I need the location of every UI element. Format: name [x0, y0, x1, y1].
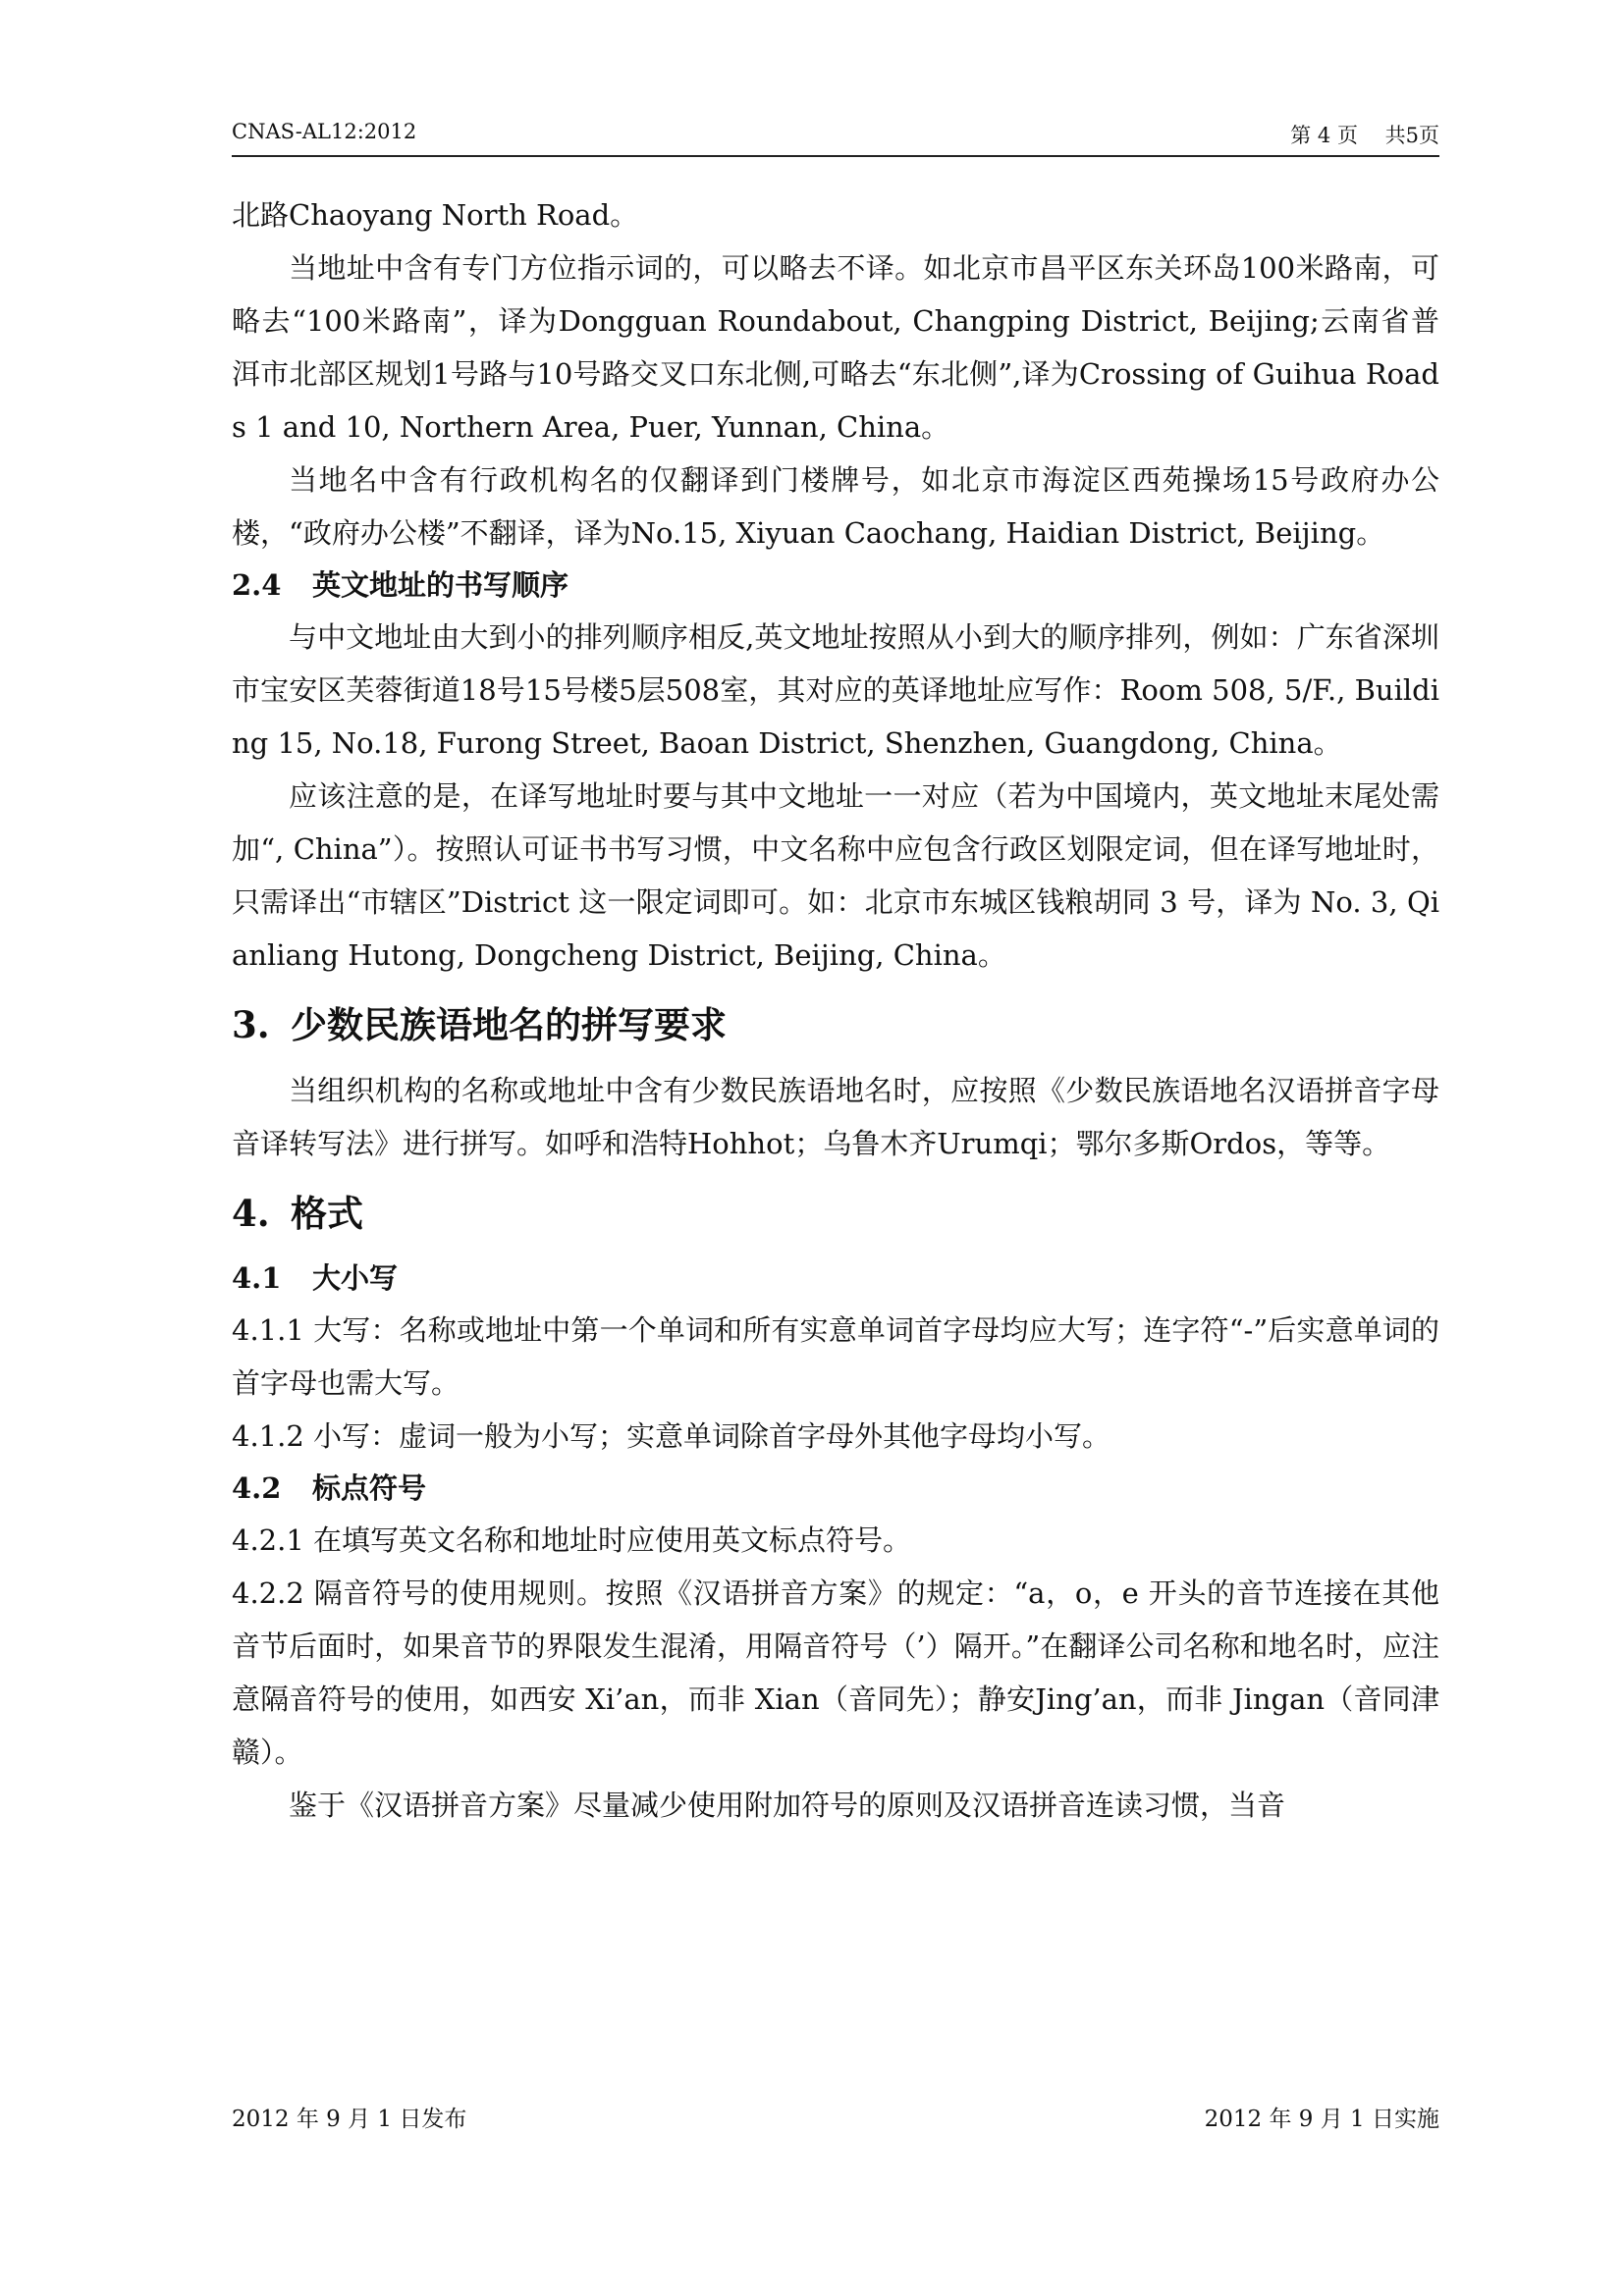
paragraph-apostrophe-rule: 4.2.2 隔音符号的使用规则。按照《汉语拼音方案》的规定：“a，o，e 开头的音节连接在其他音节后面时，如果音节的界限发生混淆，用隔音符号（’）隔开。”在翻译公司名称和地名时，应注意隔音符号的使用，如西安 Xi’an，而非 Xian（音同先）；静安Jing’an，而非 Jingan（音同津赣）。	[232, 1576, 1439, 1769]
section-title: 标点符号	[312, 1471, 427, 1505]
page-number: 第 4 页 共5页	[1290, 124, 1439, 147]
section-heading-3	[232, 993, 1439, 1056]
paragraph-admin-names: 当地名中含有行政机构名的仅翻译到门楼牌号，如北京市海淀区西苑操场15号政府办公楼，“政府办公楼”不翻译，译为No.15, Xiyuan Caochang, Haidian District, Beijing。	[232, 463, 1439, 550]
section-number: 4.2	[232, 1471, 282, 1505]
paragraph-address-note: 应该注意的是，在译写地址时要与其中文地址一一对应（若为中国境内，英文地址末尾处需加“, China”）。按照认可证书书写习惯，中文名称中应包含行政区划限定词，但在译写地址时，只需译出“市辖区”District 这一限定词即可。如：北京市东城区钱粮胡同 3 号，译为 No. 3, Qianliang Hutong, Dongcheng District, Beijing, China。	[232, 779, 1439, 972]
section-heading-2-4	[232, 560, 1439, 611]
paragraph-continues-next-page: 鉴于《汉语拼音方案》尽量减少使用附加符号的原则及汉语拼音连读习惯，当音	[289, 1789, 1286, 1822]
page-footer	[232, 2101, 1439, 2140]
document-body	[232, 188, 1439, 1832]
section-title: 少数民族语地名的拼写要求	[291, 1003, 727, 1046]
section-number: 4.	[232, 1192, 270, 1235]
paragraph-direction-words: 当地址中含有专门方位指示词的，可以略去不译。如北京市昌平区东关环岛100米路南，可略去“100米路南”，译为Dongguan Roundabout, Changping District, Beijing;云南省普洱市北部区规划1号路与10号路交叉口东北侧,可略去“东北侧”,译为Crossing of Guihua Roads 1 and 10, Northern Area, Puer, Yunnan, China。	[232, 251, 1439, 444]
section-number: 3.	[232, 1003, 270, 1046]
paragraph-minority-names: 当组织机构的名称或地址中含有少数民族语地名时，应按照《少数民族语地名汉语拼音字母音译转写法》进行拼写。如呼和浩特Hohhot；乌鲁木齐Urumqi；鄂尔多斯Ordos，等等。	[232, 1074, 1439, 1160]
section-number: 2.4	[232, 568, 282, 602]
paragraph-punctuation-rule: 4.2.1 在填写英文名称和地址时应使用英文标点符号。	[232, 1523, 912, 1557]
paragraph-continued: 北路Chaoyang North Road。	[232, 198, 639, 232]
section-heading-4-2	[232, 1463, 1439, 1514]
effective-date: 2012 年 9 月 1 日实施	[1204, 2107, 1439, 2132]
paragraph-uppercase-rule: 4.1.1 大写：名称或地址中第一个单词和所有实意单词首字母均应大写；连字符“-”后实意单词的首字母也需大写。	[232, 1313, 1439, 1400]
section-heading-4	[232, 1182, 1439, 1245]
paragraph-address-order: 与中文地址由大到小的排列顺序相反,英文地址按照从小到大的顺序排列，例如：广东省深圳市宝安区芙蓉街道18号15号楼5层508室，其对应的英译地址应写作：Room 508, 5/F., Building 15, No.18, Furong Street, Baoan District, Shenzhen, Guangdong, China。	[232, 620, 1439, 760]
document-code: CNAS-AL12:2012	[232, 120, 417, 143]
section-title: 大小写	[312, 1261, 399, 1295]
section-title: 格式	[291, 1192, 363, 1235]
section-number: 4.1	[232, 1261, 282, 1295]
section-title: 英文地址的书写顺序	[312, 568, 569, 602]
page-header	[232, 116, 1439, 157]
section-heading-4-1	[232, 1253, 1439, 1304]
publish-date: 2012 年 9 月 1 日发布	[232, 2107, 467, 2132]
paragraph-lowercase-rule: 4.1.2 小写：虚词一般为小写；实意单词除首字母外其他字母均小写。	[232, 1419, 1111, 1453]
